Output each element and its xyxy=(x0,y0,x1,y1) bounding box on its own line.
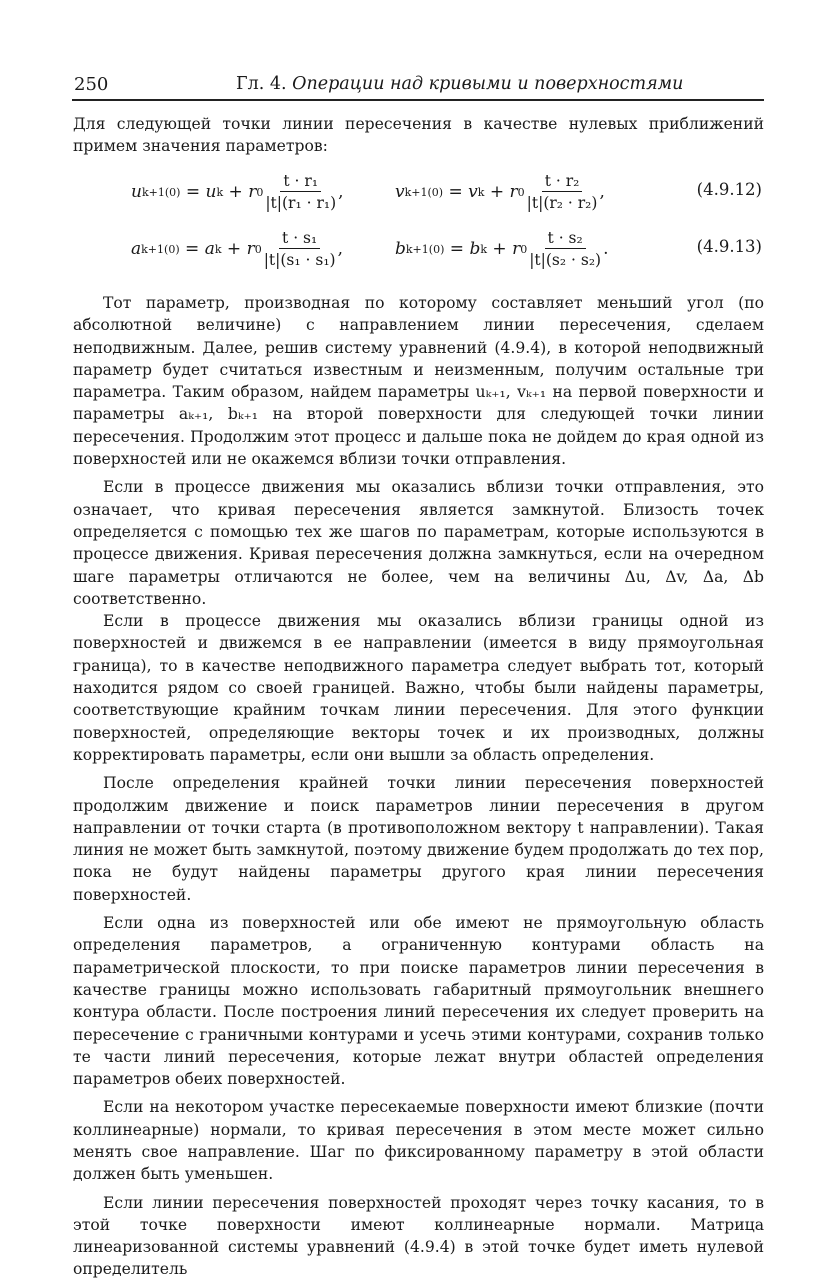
paragraph: Если линии пересечения поверхностей проходят через точку касания, то в этой точке поверхности имеют коллинеарные нормали. Матрица линеаризованной системы уравнений (4.9.4) в этой точке будет иметь нулевой определитель xyxy=(73,1193,764,1279)
page-number: 250 xyxy=(74,74,109,95)
chapter-label: Гл. 4. xyxy=(236,74,287,94)
intro-paragraph xyxy=(73,113,764,158)
equation-number: (4.9.12) xyxy=(696,180,762,199)
running-header xyxy=(236,74,683,94)
fraction: $\frac{\text{t · r₁}}{\text{|t|(r₁ · r₁)}}$ xyxy=(265,172,337,212)
header-rule xyxy=(72,99,764,101)
paragraph: Если одна из поверхностей или обе имеют не прямоугольную область определения параметров, а ограниченную контурами область на параметрической плоскости, то при поиске параметров линии пересечения в качестве границы можно использовать габаритный прямоугольник внешнего контура области. После построения линий пересечения их следует проверить на пересечение с граничными контурами и усечь этими контурами, сохранив только те части линий пересечения, которые лежат внутри областей определения параметров обеих поверхностей. xyxy=(73,914,764,1089)
equation-4-9-12 xyxy=(73,166,764,218)
paragraph: Если в процессе движения мы оказались вблизи границы одной из поверхностей и движемся в ее направлении (имеется в виду прямоугольная граница), то в качестве неподвижного параметра следует выбрать тот, который находится рядом со своей границей. Важно, чтобы были найдены параметры, соответствующие крайним точкам линии пересечения. Для этого функции поверхностей, определяющие векторы точек и их производных, должны корректировать параметры, если они вышли за область определения. xyxy=(73,612,764,764)
equation-number: (4.9.13) xyxy=(696,237,762,256)
paragraph: Тот параметр, производная по которому составляет меньший угол (по абсолютной величине) с направлением линии пересечения, сделаем неподвижным. Далее, решив систему уравнений (4.9.4), в которой неподвижный параметр будет считаться известным и неизменным, получим остальные три параметра. Таким образом, найдем параметры uₖ₊₁, vₖ₊₁ на первой поверхности и параметры aₖ₊₁, bₖ₊₁ на второй поверхности для следующей точки линии пересечения. Продолжим этот процесс и дальше пока не дойдем до края одной из поверхностей или не окажемся вблизи точки отправления. xyxy=(73,294,764,469)
intro-text: Для следующей точки линии пересечения в качестве нулевых приближений примем значения параметров: xyxy=(73,115,764,156)
equation-right: v k+1 (0) = v k + r 0 $\frac{\text{t · r₂}}{\text{|t|(r₂ · r₂)}}$ , xyxy=(395,172,605,212)
equation-right: b k+1 (0) = b k + r 0 $\frac{\text{t · s₂}}{\text{|t|(s₂ · s₂)}}$ . xyxy=(395,229,609,269)
paragraph: Если в процессе движения мы оказались вблизи точки отправления, это означает, что кривая пересечения является замкнутой. Близость точек определяется с помощью тех же шагов по параметрам, которые используются в процессе движения. Кривая пересечения должна замкнуться, если на очередном шаге параметры отличаются не более, чем на величины Δu, Δv, Δa, Δb соответственно. xyxy=(73,478,764,608)
body-text xyxy=(73,292,764,1281)
equation-left: u k+1 (0) = u k + r 0 $\frac{\text{t · r₁}}{\text{|t|(r₁ · r₁)}}$ , xyxy=(131,172,344,212)
equation-left: a k+1 (0) = a k + r 0 $\frac{\text{t · s₁}}{\text{|t|(s₁ · s₁)}}$ , xyxy=(131,229,343,269)
fraction: $\frac{\text{t · r₂}}{\text{|t|(r₂ · r₂)}}$ xyxy=(526,172,598,212)
equation-4-9-13 xyxy=(73,223,764,275)
chapter-title: Операции над кривыми и поверхностями xyxy=(292,74,684,94)
fraction: $\frac{\text{t · s₂}}{\text{|t|(s₂ · s₂)}}$ xyxy=(529,229,602,269)
fraction: $\frac{\text{t · s₁}}{\text{|t|(s₁ · s₁)}}$ xyxy=(263,229,336,269)
paragraph: После определения крайней точки линии пересечения поверхностей продолжим движение и поиск параметров линии пересечения в другом направлении от точки старта (в противоположном вектору t направлении). Такая линия не может быть замкнутой, поэтому движение будем продолжать до тех пор, пока не будут найдены параметры другого края линии пересечения поверхностей. xyxy=(73,774,764,904)
paragraph: Если на некотором участке пересекаемые поверхности имеют близкие (почти коллинеарные) нормали, то кривая пересечения в этом месте может сильно менять свое направление. Шаг по фиксированному параметру в этой области должен быть уменьшен. xyxy=(73,1098,764,1184)
